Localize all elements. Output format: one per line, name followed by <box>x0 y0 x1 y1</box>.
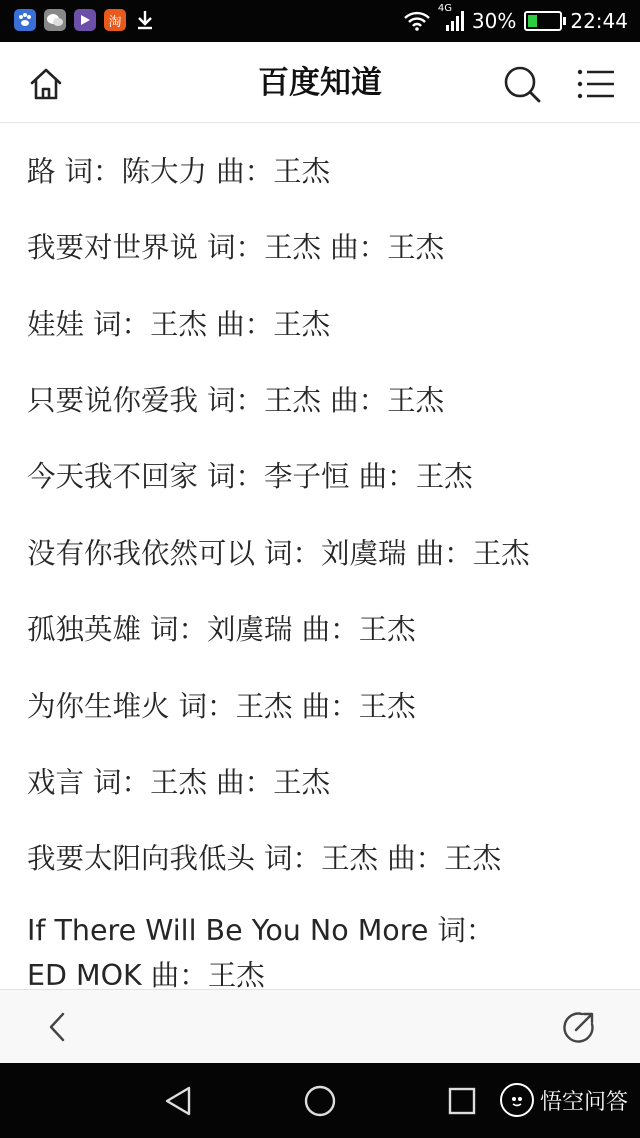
song-line: 路 词：陈大力 曲：王杰 <box>27 155 331 188</box>
song-line: 我要太阳向我低头 词：王杰 曲：王杰 <box>27 842 502 875</box>
wifi-icon <box>404 11 430 31</box>
song-line: If There Will Be You No More 词：ED MOK 曲：王杰 <box>27 914 495 989</box>
nav-back-button[interactable] <box>158 1081 198 1121</box>
song-line: 今天我不回家 词：李子恒 曲：王杰 <box>27 460 473 493</box>
battery-icon <box>524 11 562 31</box>
bottom-toolbar <box>0 989 640 1064</box>
status-indicators <box>404 0 628 42</box>
taobao-icon: 淘 <box>104 9 126 31</box>
paw-icon <box>14 9 36 31</box>
song-line: 戏言 词：王杰 曲：王杰 <box>27 766 331 799</box>
battery-percent: 30% <box>471 9 517 33</box>
nav-recents-button[interactable] <box>442 1081 482 1121</box>
song-line: 孤独英雄 词：刘虞瑞 曲：王杰 <box>27 613 416 646</box>
watermark-text: 悟空问答 <box>539 1089 628 1115</box>
network-type: 4G <box>437 3 453 14</box>
search-icon <box>502 64 542 104</box>
menu-icon <box>576 67 616 101</box>
chevron-left-icon <box>45 1011 69 1043</box>
notification-icons <box>14 9 156 31</box>
nav-home-button[interactable] <box>300 1081 340 1121</box>
share-icon <box>562 1010 596 1044</box>
square-recents-icon <box>447 1086 477 1116</box>
top-nav-bar <box>0 42 640 123</box>
wechat-icon <box>44 9 66 31</box>
back-button[interactable] <box>36 1006 78 1048</box>
menu-button[interactable] <box>574 62 618 106</box>
song-line: 我要对世界说 词：王杰 曲：王杰 <box>27 231 445 264</box>
system-nav-bar <box>0 1063 640 1138</box>
circle-home-icon <box>303 1084 337 1118</box>
status-bar <box>0 0 640 42</box>
share-button[interactable] <box>558 1006 600 1048</box>
watermark <box>500 1083 628 1117</box>
search-button[interactable] <box>500 62 544 106</box>
wukong-logo-icon <box>500 1083 534 1117</box>
video-icon <box>74 9 96 31</box>
page-title: 百度知道 <box>258 65 382 101</box>
cell-signal-icon <box>437 3 464 31</box>
song-line: 只要说你爱我 词：王杰 曲：王杰 <box>27 384 445 417</box>
clock: 22:44 <box>570 9 628 33</box>
song-line: 没有你我依然可以 词：刘虞瑞 曲：王杰 <box>27 537 530 570</box>
answer-content <box>0 123 640 989</box>
song-line: 娃娃 词：王杰 曲：王杰 <box>27 308 331 341</box>
download-icon <box>134 9 156 31</box>
song-line: 为你生堆火 词：王杰 曲：王杰 <box>27 690 416 723</box>
triangle-back-icon <box>163 1085 193 1117</box>
